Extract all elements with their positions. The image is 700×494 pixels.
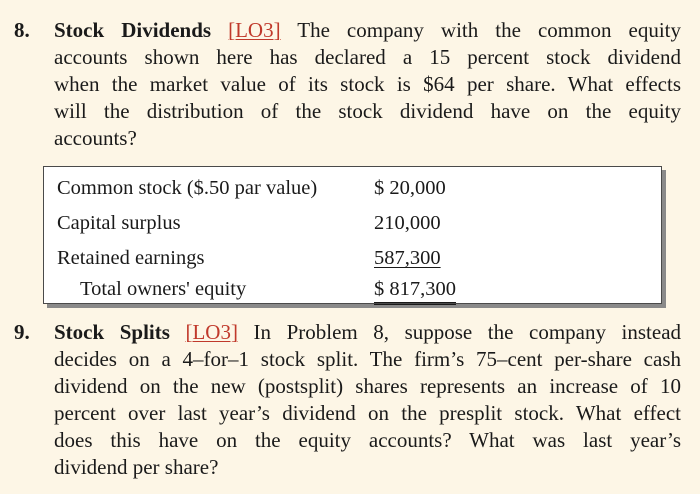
row-label: Common stock ($.50 par value)	[57, 177, 318, 199]
total-value: $ 817,300	[374, 276, 456, 305]
problem-8-line-4: will the distribution of the stock dividend have on the equity	[54, 99, 681, 123]
table-row	[44, 171, 661, 205]
row-label: Capital surplus	[57, 212, 181, 234]
table-row	[44, 206, 661, 240]
row-value: 587,300	[374, 247, 441, 269]
problem-9-lo-link[interactable]: [LO3]	[185, 320, 238, 344]
problem-8-title: Stock Dividends	[54, 18, 212, 42]
row-value: 210,000	[374, 212, 441, 234]
problem-9-text	[54, 319, 681, 481]
problem-9-line-2: decides on a 4–for–1 stock split. The firm’s 75–cent per-share cash	[54, 347, 681, 371]
problem-8-line-1: Stock Dividends [LO3] The company with the common equity	[54, 18, 681, 42]
problem-9-title: Stock Splits	[54, 320, 170, 344]
table-row-total	[44, 272, 661, 306]
row-label: Total owners' equity	[80, 278, 247, 300]
equity-accounts-table	[43, 166, 662, 304]
problem-8-lo-link[interactable]: [LO3]	[228, 18, 281, 42]
row-value	[374, 272, 456, 306]
problem-8-text	[54, 17, 681, 152]
problem-9-line-3: dividend on the new (postsplit) shares represents an increase of 10	[54, 374, 681, 398]
problem-9-line-5: does this have on the equity accounts? What was last year’s	[54, 428, 681, 452]
problem-9-line-1: Stock Splits [LO3] In Problem 8, suppose the company instead	[54, 320, 682, 344]
table-row	[44, 241, 661, 275]
problem-8-line-5: accounts?	[54, 126, 137, 150]
row-value: $ 20,000	[374, 177, 446, 199]
problem-9-line-6: dividend per share?	[54, 455, 219, 479]
row-label: Retained earnings	[57, 247, 205, 269]
problem-8-line-2: accounts shown here has declared a 15 percent stock dividend	[54, 45, 681, 69]
problem-9-line-4: percent over last year’s dividend on the presplit stock. What effect	[54, 401, 681, 425]
problem-8-number: 8.	[14, 18, 30, 42]
problem-9-number: 9.	[14, 320, 30, 344]
problem-8-line-3: when the market value of its stock is $64 per share. What effects	[54, 72, 681, 96]
